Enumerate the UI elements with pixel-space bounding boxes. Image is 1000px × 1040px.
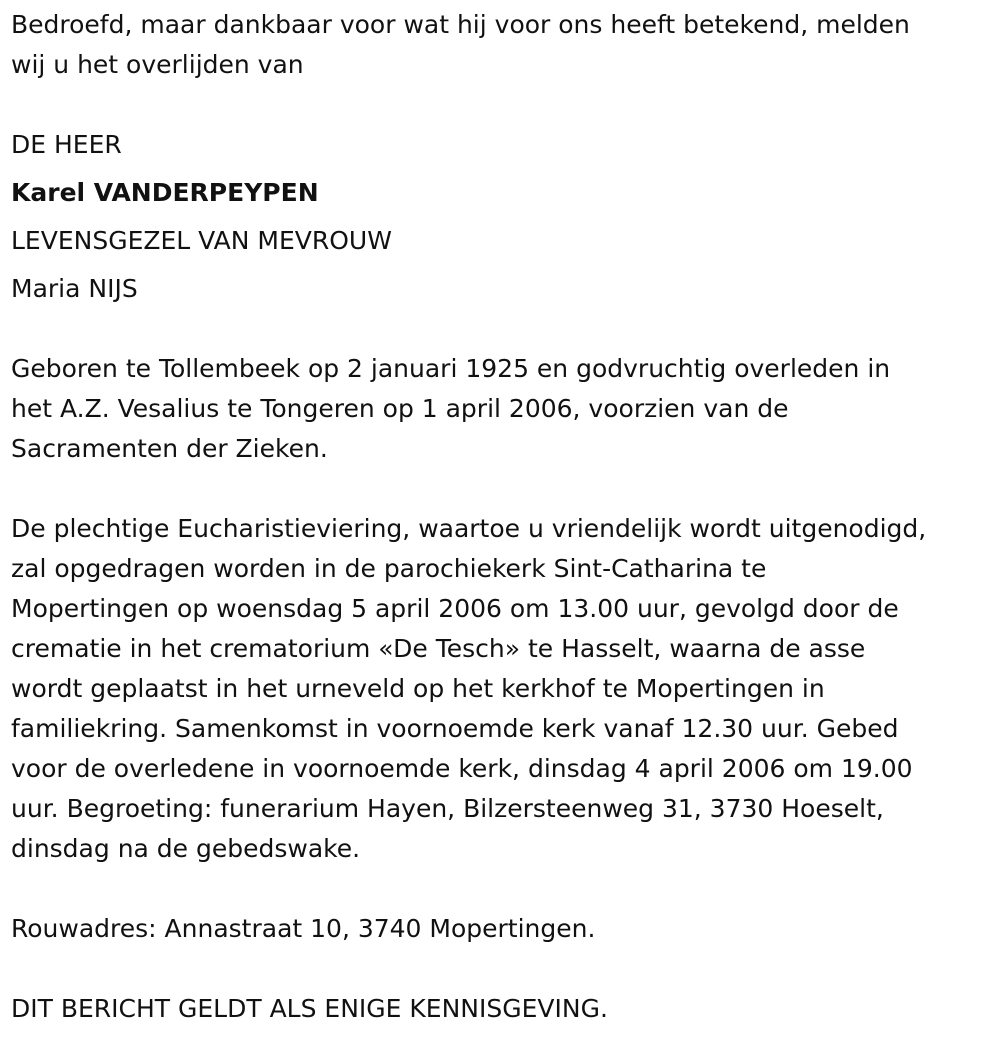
mourning-address: Rouwadres: Annastraat 10, 3740 Mopertingen. [11, 914, 596, 943]
ceremony-line-6: familiekring. Samenkomst in voornoemde kerk vanaf 12.30 uur. Gebed [11, 714, 899, 743]
ceremony-line-9: dinsdag na de gebedswake. [11, 834, 361, 863]
ceremony-line-8: uur. Begroeting: funerarium Hayen, Bilzersteenweg 31, 3730 Hoeselt, [11, 794, 884, 823]
birth-line-2: het A.Z. Vesalius te Tongeren op 1 april 2006, voorzien van de [11, 394, 789, 423]
ceremony-line-3: Mopertingen op woensdag 5 april 2006 om 13.00 uur, gevolgd door de [11, 594, 899, 623]
intro-line-1: Bedroefd, maar dankbaar voor wat hij voor ons heeft betekend, melden [11, 10, 910, 39]
ceremony-line-5: wordt geplaatst in het urneveld op het kerkhof te Mopertingen in [11, 674, 825, 703]
ceremony-line-2: zal opgedragen worden in de parochiekerk Sint-Catharina te [11, 554, 767, 583]
closing-notice: DIT BERICHT GELDT ALS ENIGE KENNISGEVING. [11, 994, 608, 1023]
salutation: DE HEER [11, 130, 122, 159]
ceremony-line-7: voor de overledene in voornoemde kerk, dinsdag 4 april 2006 om 19.00 [11, 754, 913, 783]
partner-name: Maria NIJS [11, 274, 138, 303]
birth-line-3: Sacramenten der Zieken. [11, 434, 328, 463]
intro-line-2: wij u het overlijden van [11, 50, 304, 79]
birth-line-1: Geboren te Tollembeek op 2 januari 1925 en godvruchtig overleden in [11, 354, 891, 383]
deceased-name: Karel VANDERPEYPEN [11, 178, 319, 207]
ceremony-line-1: De plechtige Eucharistieviering, waartoe u vriendelijk wordt uitgenodigd, [11, 514, 927, 543]
relation-line: LEVENSGEZEL VAN MEVROUW [11, 226, 392, 255]
ceremony-line-4: crematie in het crematorium «De Tesch» te Hasselt, waarna de asse [11, 634, 866, 663]
